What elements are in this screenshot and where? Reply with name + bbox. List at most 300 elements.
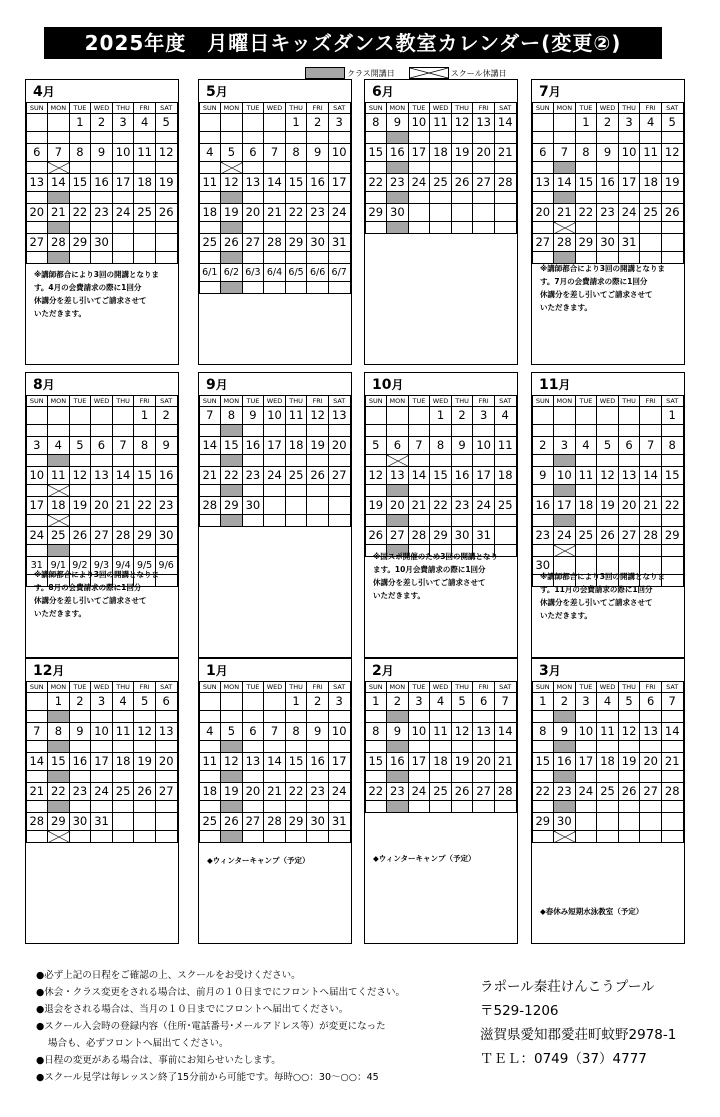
month-suffix: 月 <box>52 664 65 678</box>
day-cell: 15 <box>575 174 597 192</box>
day-grid <box>532 395 684 587</box>
day-cell: 20 <box>473 144 495 162</box>
day-cell: 30 <box>554 813 576 831</box>
status-cell <box>26 455 48 467</box>
day-cell: 19 <box>155 174 177 192</box>
status-cell <box>112 741 134 753</box>
weekday-header: SAT <box>155 396 177 407</box>
month-title <box>539 375 571 395</box>
day-grid <box>199 102 351 294</box>
status-cell <box>328 132 350 144</box>
weekday-header: FRI <box>134 103 156 114</box>
weekday-header: WED <box>430 396 452 407</box>
month-title <box>33 82 55 102</box>
weekday-header: TUE <box>242 396 264 407</box>
status-cell <box>264 282 286 294</box>
weekday-header: TUE <box>69 103 91 114</box>
day-cell: 6 <box>387 437 409 455</box>
day-cell: 6 <box>242 144 264 162</box>
status-cell <box>307 771 329 783</box>
day-cell: 18 <box>285 437 307 455</box>
day-cell: 15 <box>365 144 387 162</box>
day-cell: 26 <box>365 527 387 545</box>
status-cell <box>307 252 329 264</box>
status-cell <box>451 132 473 144</box>
day-cell: 31 <box>473 527 495 545</box>
day-cell: 9 <box>242 407 264 425</box>
status-cell <box>640 192 662 204</box>
day-cell: 25 <box>597 783 619 801</box>
status-cell <box>26 132 48 144</box>
page-title: 2025年度 月曜日キッズダンス教室カレンダー(変更②) <box>44 27 662 59</box>
class-day-mark <box>221 831 243 843</box>
status-cell <box>242 831 264 843</box>
status-cell <box>285 485 307 497</box>
status-cell <box>69 545 91 557</box>
day-cell: 1 <box>532 693 554 711</box>
day-cell <box>242 693 264 711</box>
weekday-header: MON <box>48 396 70 407</box>
day-cell <box>597 407 619 425</box>
day-cell: 18 <box>494 467 516 485</box>
day-cell: 23 <box>532 527 554 545</box>
month-note: ※講師都合により3回の開講となりま す。8月の会費請求の際に1回分 休講分を差し引いてご請求させて いただきます。 <box>34 570 160 618</box>
day-cell: 2 <box>387 693 409 711</box>
day-cell: 14 <box>408 467 430 485</box>
status-cell <box>365 222 387 234</box>
month-suffix: 月 <box>381 85 394 99</box>
status-cell <box>91 741 113 753</box>
weekday-header: SAT <box>328 682 350 693</box>
day-cell: 22 <box>365 174 387 192</box>
status-cell <box>618 222 640 234</box>
status-cell <box>199 515 221 527</box>
day-cell: 30 <box>155 527 177 545</box>
status-cell <box>451 455 473 467</box>
class-day-mark <box>387 801 409 813</box>
status-cell <box>532 132 554 144</box>
class-day-mark <box>48 741 70 753</box>
status-cell <box>134 252 156 264</box>
day-cell: 11 <box>597 723 619 741</box>
day-cell: 12 <box>307 407 329 425</box>
status-cell <box>640 801 662 813</box>
day-cell: 9/6 <box>155 557 177 575</box>
day-cell: 9/3 <box>91 557 113 575</box>
status-cell <box>285 771 307 783</box>
day-cell: 2 <box>554 693 576 711</box>
day-cell: 10 <box>408 723 430 741</box>
day-cell: 20 <box>618 497 640 515</box>
month-calendar <box>25 372 179 658</box>
day-cell: 3 <box>618 114 640 132</box>
status-cell <box>199 192 221 204</box>
status-cell <box>532 425 554 437</box>
day-cell: 2 <box>597 114 619 132</box>
month-calendar <box>364 79 518 365</box>
day-cell: 20 <box>242 783 264 801</box>
month-calendar <box>364 372 518 658</box>
status-cell <box>430 515 452 527</box>
status-cell <box>408 485 430 497</box>
weekday-header: WED <box>597 682 619 693</box>
day-cell: 19 <box>365 497 387 515</box>
day-cell: 26 <box>69 527 91 545</box>
class-day-mark <box>554 741 576 753</box>
day-cell: 30 <box>242 497 264 515</box>
status-cell <box>285 455 307 467</box>
day-cell: 2 <box>307 693 329 711</box>
day-cell: 27 <box>473 783 495 801</box>
weekday-header: FRI <box>307 682 329 693</box>
status-cell <box>155 741 177 753</box>
month-calendar <box>531 658 685 944</box>
status-cell <box>430 192 452 204</box>
day-cell: 25 <box>430 174 452 192</box>
weekday-header: SUN <box>532 103 554 114</box>
day-cell: 22 <box>365 783 387 801</box>
status-cell <box>69 132 91 144</box>
day-cell <box>365 407 387 425</box>
status-cell <box>264 455 286 467</box>
day-cell: 25 <box>575 527 597 545</box>
month-number: 9 <box>206 377 216 393</box>
day-cell: 7 <box>554 144 576 162</box>
month-note: ※講師都合により3回の開講となりま す。4月の会費請求の際に1回分 休講分を差し引いてご請求させて いただきます。 <box>34 270 160 318</box>
phone-number: ＴＥＬ：0749（37）4777 <box>480 1051 647 1067</box>
status-cell <box>430 455 452 467</box>
status-cell <box>112 162 134 174</box>
status-cell <box>575 711 597 723</box>
weekday-header: FRI <box>307 396 329 407</box>
day-cell <box>532 407 554 425</box>
day-cell: 24 <box>473 497 495 515</box>
day-cell: 17 <box>26 497 48 515</box>
day-cell: 16 <box>451 467 473 485</box>
status-cell <box>494 711 516 723</box>
day-cell <box>328 497 350 515</box>
month-calendar <box>198 658 352 944</box>
day-cell: 27 <box>473 174 495 192</box>
day-cell: 20 <box>242 204 264 222</box>
weekday-header: WED <box>264 103 286 114</box>
status-cell <box>575 132 597 144</box>
month-calendar <box>198 372 352 658</box>
status-cell <box>91 771 113 783</box>
status-cell <box>285 711 307 723</box>
status-cell <box>532 192 554 204</box>
month-note: ◆ウィンターキャンプ（予定） <box>207 856 310 865</box>
day-cell: 18 <box>48 497 70 515</box>
status-cell <box>532 455 554 467</box>
status-cell <box>242 515 264 527</box>
class-day-mark <box>48 771 70 783</box>
weekday-header: TUE <box>69 682 91 693</box>
status-cell <box>91 192 113 204</box>
weekday-header: THU <box>618 682 640 693</box>
day-cell: 20 <box>640 753 662 771</box>
status-cell <box>242 282 264 294</box>
day-cell <box>199 114 221 132</box>
day-cell: 10 <box>91 723 113 741</box>
weekday-header: FRI <box>473 103 495 114</box>
status-cell <box>618 132 640 144</box>
day-cell: 7 <box>661 693 683 711</box>
status-cell <box>640 771 662 783</box>
status-cell <box>575 771 597 783</box>
weekday-header: SAT <box>494 682 516 693</box>
class-day-mark <box>221 741 243 753</box>
day-cell: 11 <box>575 467 597 485</box>
month-calendar <box>198 79 352 365</box>
weekday-header: SAT <box>494 103 516 114</box>
status-cell <box>134 425 156 437</box>
class-day-mark <box>387 741 409 753</box>
status-cell <box>26 485 48 497</box>
status-cell <box>242 162 264 174</box>
day-cell: 31 <box>328 813 350 831</box>
status-cell <box>242 425 264 437</box>
day-cell: 4 <box>48 437 70 455</box>
day-cell: 27 <box>532 234 554 252</box>
status-cell <box>264 162 286 174</box>
day-cell: 16 <box>387 144 409 162</box>
day-cell <box>451 204 473 222</box>
weekday-header: SUN <box>532 682 554 693</box>
status-cell <box>473 485 495 497</box>
status-cell <box>242 771 264 783</box>
day-cell: 11 <box>112 723 134 741</box>
day-cell: 10 <box>328 144 350 162</box>
month-number: 7 <box>539 84 549 100</box>
status-cell <box>307 425 329 437</box>
day-cell: 29 <box>134 527 156 545</box>
status-cell <box>134 741 156 753</box>
status-cell <box>112 831 134 843</box>
status-cell <box>134 831 156 843</box>
status-cell <box>112 711 134 723</box>
holiday-mark <box>48 515 70 527</box>
status-cell <box>451 711 473 723</box>
weekday-header: SUN <box>365 396 387 407</box>
day-cell: 14 <box>48 174 70 192</box>
status-cell <box>365 515 387 527</box>
day-cell: 18 <box>430 144 452 162</box>
status-cell <box>26 801 48 813</box>
month-suffix: 月 <box>215 378 228 392</box>
status-cell <box>618 711 640 723</box>
day-cell: 21 <box>112 497 134 515</box>
day-cell: 29 <box>221 497 243 515</box>
status-cell <box>661 455 683 467</box>
day-cell <box>264 497 286 515</box>
day-cell: 9/4 <box>112 557 134 575</box>
weekday-header: WED <box>430 682 452 693</box>
day-cell: 6 <box>640 693 662 711</box>
status-cell <box>48 425 70 437</box>
status-cell <box>155 192 177 204</box>
day-cell <box>494 204 516 222</box>
day-cell: 3 <box>408 693 430 711</box>
status-cell <box>365 485 387 497</box>
class-day-mark <box>48 545 70 557</box>
day-cell: 30 <box>387 204 409 222</box>
status-cell <box>134 711 156 723</box>
class-day-mark <box>221 222 243 234</box>
notice-item: ●スクール入会時の登録内容（住所･電話番号･メールアドレス等）が変更になった <box>36 1021 386 1032</box>
day-cell: 7 <box>48 144 70 162</box>
day-cell: 24 <box>554 527 576 545</box>
status-cell <box>69 252 91 264</box>
status-cell <box>532 515 554 527</box>
day-cell: 26 <box>597 527 619 545</box>
day-cell: 8 <box>134 437 156 455</box>
day-cell: 29 <box>430 527 452 545</box>
weekday-header: SUN <box>532 396 554 407</box>
day-cell: 22 <box>48 783 70 801</box>
status-cell <box>26 222 48 234</box>
weekday-header: THU <box>285 682 307 693</box>
status-cell <box>430 485 452 497</box>
day-cell <box>575 813 597 831</box>
status-cell <box>264 741 286 753</box>
status-cell <box>242 132 264 144</box>
class-day-mark <box>554 162 576 174</box>
day-cell: 25 <box>112 783 134 801</box>
day-cell: 7 <box>264 723 286 741</box>
notice-item: 場合も、必ずフロントへ届出てください。 <box>48 1038 229 1049</box>
day-cell: 23 <box>155 497 177 515</box>
day-cell: 16 <box>554 753 576 771</box>
day-cell: 28 <box>554 234 576 252</box>
status-cell <box>264 192 286 204</box>
day-cell: 3 <box>91 693 113 711</box>
month-calendar <box>25 658 179 944</box>
day-cell: 17 <box>554 497 576 515</box>
status-cell <box>618 192 640 204</box>
status-cell <box>242 801 264 813</box>
day-cell: 18 <box>597 753 619 771</box>
day-cell: 13 <box>618 467 640 485</box>
status-cell <box>328 455 350 467</box>
day-cell: 24 <box>408 783 430 801</box>
day-cell: 6/2 <box>221 264 243 282</box>
status-cell <box>134 515 156 527</box>
weekday-header: WED <box>597 396 619 407</box>
status-cell <box>661 425 683 437</box>
status-cell <box>575 831 597 843</box>
day-cell: 26 <box>618 783 640 801</box>
status-cell <box>91 801 113 813</box>
day-cell: 26 <box>307 467 329 485</box>
status-cell <box>199 222 221 234</box>
status-cell <box>661 801 683 813</box>
weekday-header: MON <box>221 396 243 407</box>
day-cell: 9 <box>554 723 576 741</box>
status-cell <box>575 425 597 437</box>
day-cell: 9 <box>155 437 177 455</box>
class-day-mark <box>554 801 576 813</box>
class-day-mark <box>387 515 409 527</box>
day-cell: 4 <box>575 437 597 455</box>
status-cell <box>365 162 387 174</box>
day-cell: 3 <box>328 693 350 711</box>
status-cell <box>155 485 177 497</box>
day-cell <box>661 234 683 252</box>
day-cell: 19 <box>221 783 243 801</box>
day-cell: 9 <box>532 467 554 485</box>
status-cell <box>155 425 177 437</box>
day-cell: 19 <box>221 204 243 222</box>
day-cell: 16 <box>242 437 264 455</box>
status-cell <box>134 455 156 467</box>
day-cell: 15 <box>285 174 307 192</box>
day-cell: 24 <box>26 527 48 545</box>
day-cell: 31 <box>328 234 350 252</box>
month-number: 8 <box>33 377 43 393</box>
day-cell: 19 <box>69 497 91 515</box>
day-grid <box>365 395 517 557</box>
day-cell: 24 <box>575 783 597 801</box>
day-cell: 1 <box>48 693 70 711</box>
day-cell: 31 <box>618 234 640 252</box>
month-number: 12 <box>33 663 53 679</box>
status-cell <box>155 711 177 723</box>
day-cell: 28 <box>26 813 48 831</box>
status-cell <box>134 545 156 557</box>
status-cell <box>328 485 350 497</box>
holiday-mark <box>387 455 409 467</box>
day-cell: 18 <box>112 753 134 771</box>
day-cell: 13 <box>242 174 264 192</box>
day-cell: 6 <box>242 723 264 741</box>
day-cell <box>155 234 177 252</box>
weekday-header: FRI <box>640 103 662 114</box>
status-cell <box>532 485 554 497</box>
day-cell: 11 <box>134 144 156 162</box>
day-cell: 14 <box>112 467 134 485</box>
day-cell: 24 <box>328 783 350 801</box>
day-cell: 3 <box>328 114 350 132</box>
day-cell: 15 <box>48 753 70 771</box>
day-cell <box>26 693 48 711</box>
status-cell <box>285 132 307 144</box>
day-cell: 16 <box>597 174 619 192</box>
day-cell: 21 <box>408 497 430 515</box>
status-cell <box>430 771 452 783</box>
day-cell: 28 <box>48 234 70 252</box>
day-cell <box>112 813 134 831</box>
status-cell <box>285 222 307 234</box>
day-cell: 21 <box>661 753 683 771</box>
class-day-mark <box>48 222 70 234</box>
day-cell: 21 <box>494 144 516 162</box>
status-cell <box>91 132 113 144</box>
day-cell: 25 <box>285 467 307 485</box>
day-grid <box>26 395 178 587</box>
day-cell: 4 <box>494 407 516 425</box>
status-cell <box>155 515 177 527</box>
day-cell <box>26 407 48 425</box>
day-cell: 17 <box>112 174 134 192</box>
month-note: ◆ウィンターキャンプ（予定） <box>373 854 476 863</box>
day-cell: 6/4 <box>264 264 286 282</box>
month-number: 11 <box>539 377 559 393</box>
day-cell: 17 <box>408 144 430 162</box>
day-cell: 10 <box>328 723 350 741</box>
day-cell: 4 <box>199 144 221 162</box>
weekday-header: THU <box>112 396 134 407</box>
